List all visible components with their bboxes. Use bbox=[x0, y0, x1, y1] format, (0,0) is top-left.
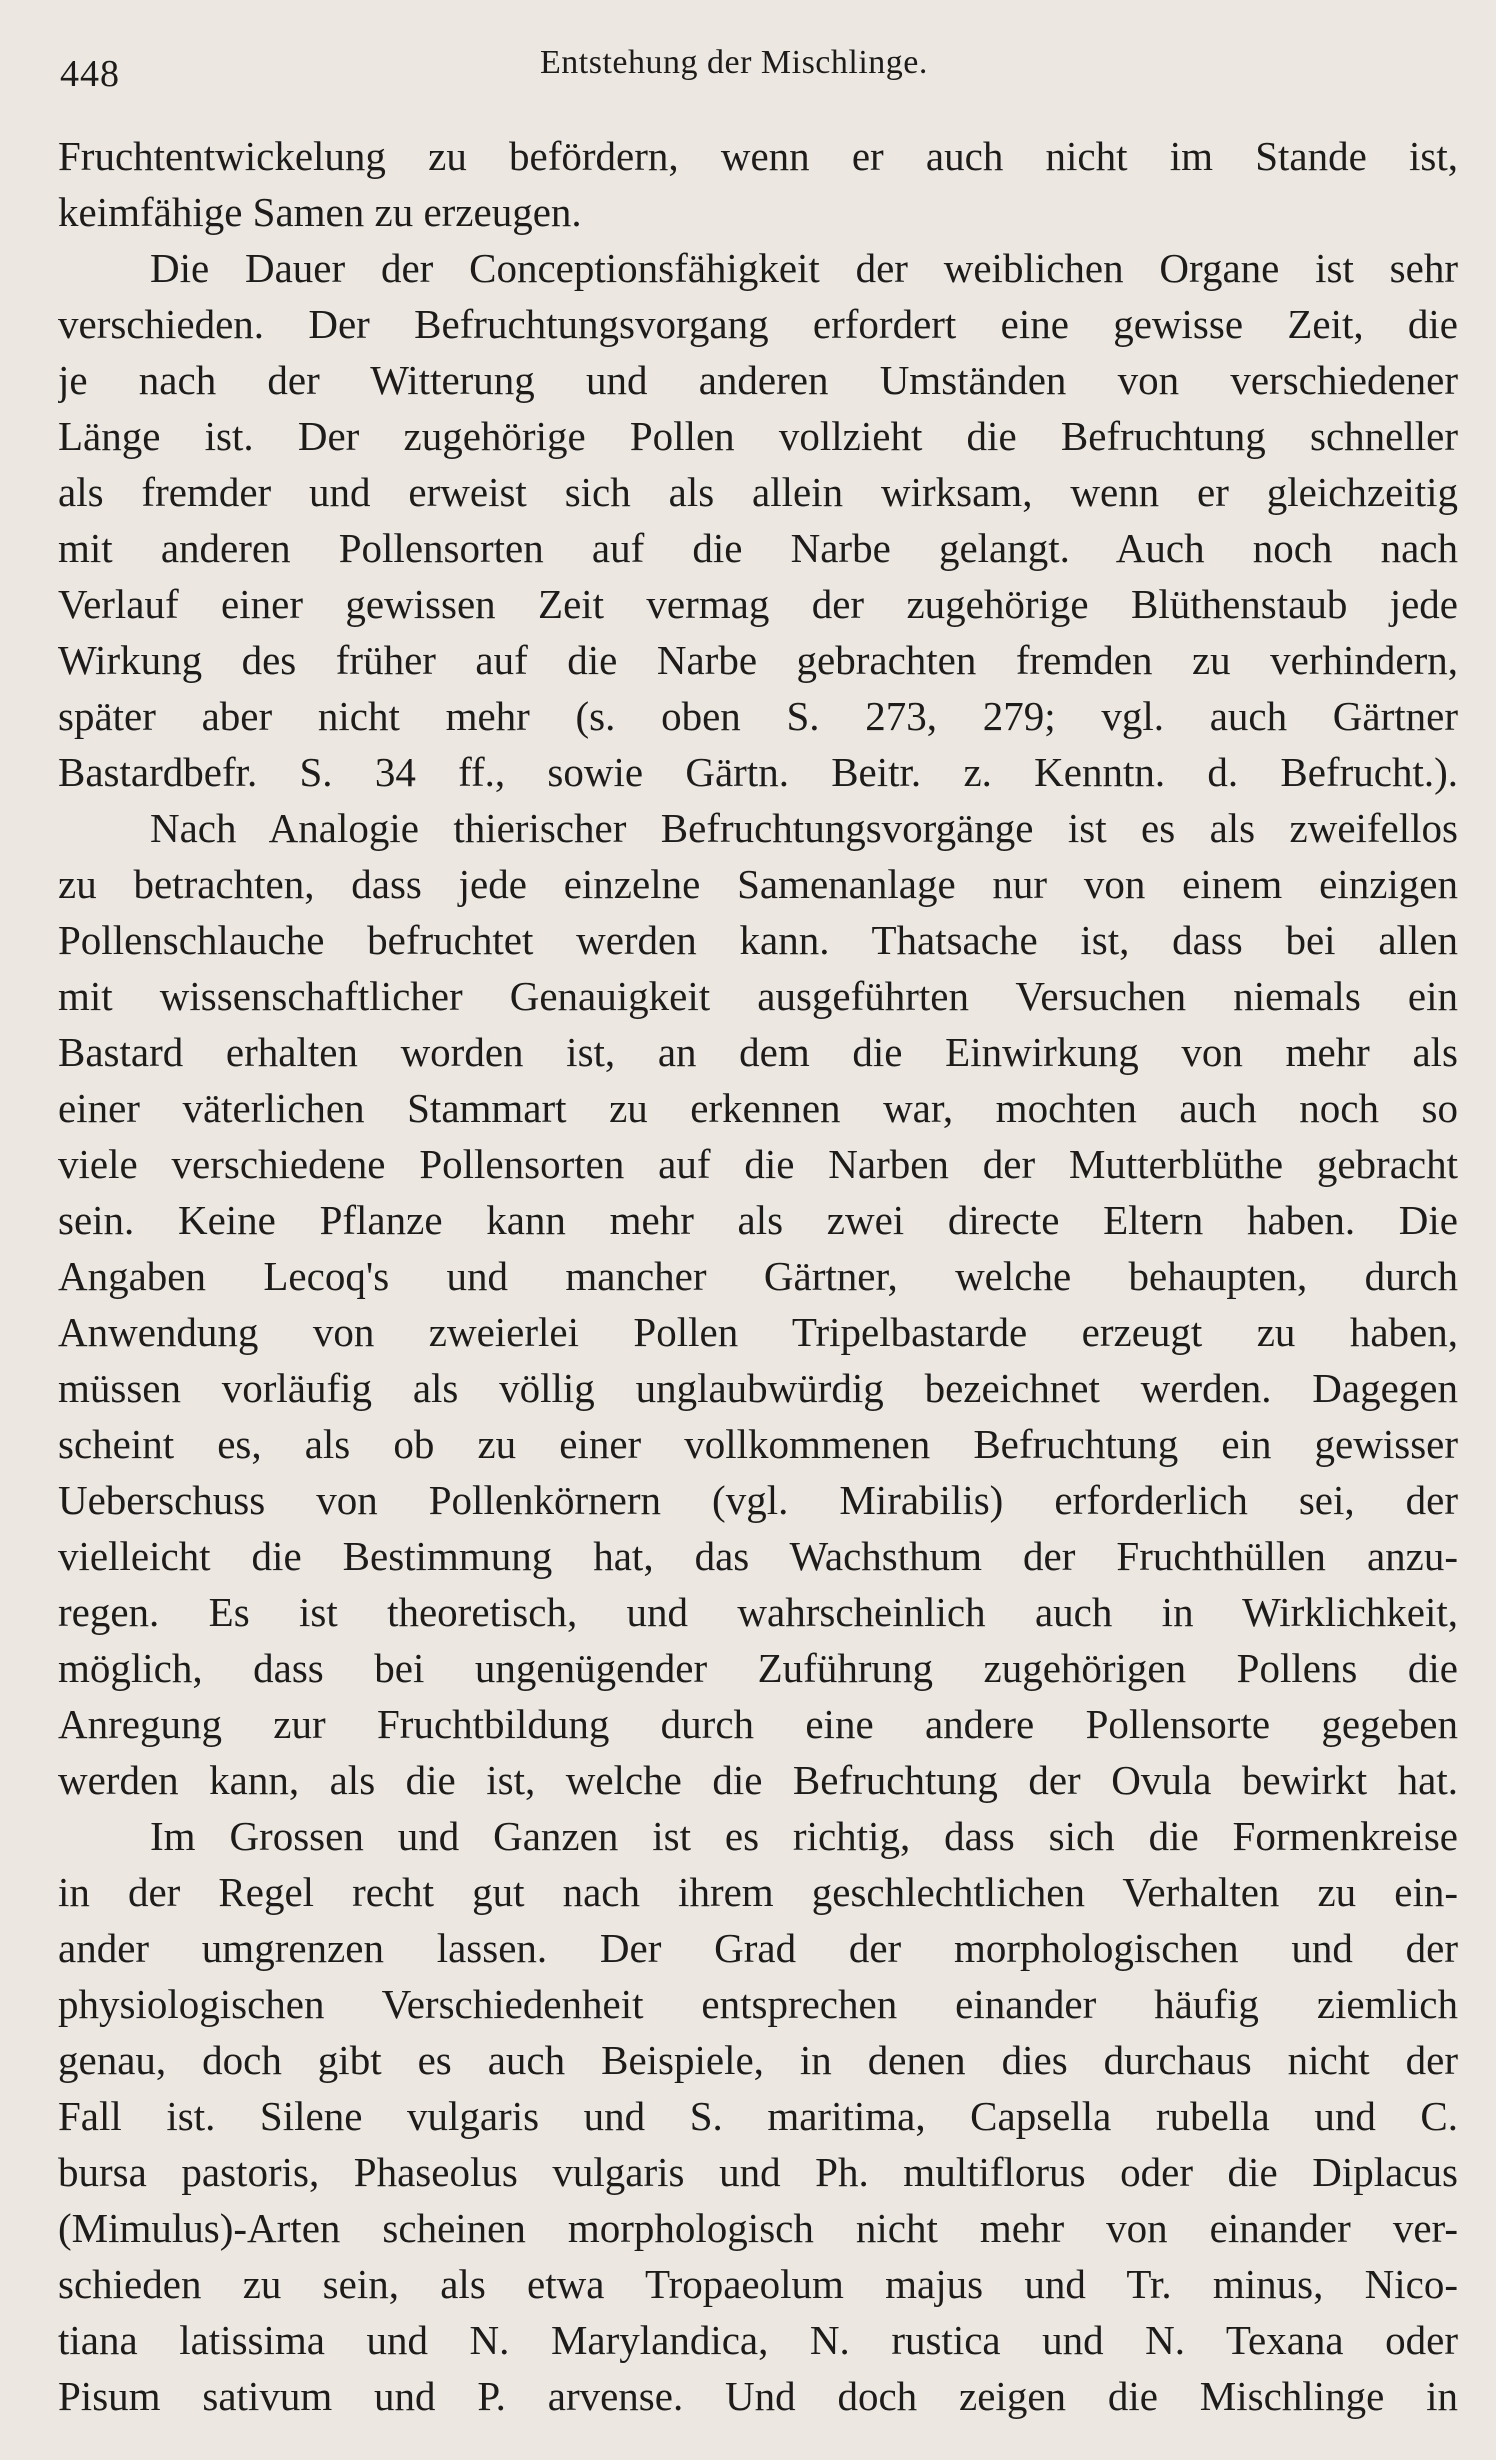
text-line: mit anderen Pollensorten auf die Narbe gelangt. Auch noch nach bbox=[58, 525, 1458, 571]
text-line: müssen vorläufig als völlig unglaubwürdig bezeichnet werden. Dagegen bbox=[58, 1365, 1458, 1411]
paragraph bbox=[58, 800, 1458, 1808]
text-line: Im Grossen und Ganzen ist es richtig, dass sich die Formenkreise bbox=[150, 1813, 1458, 1859]
running-title: Entstehung der Mischlinge. bbox=[540, 44, 928, 81]
text-line: werden kann, als die ist, welche die Befruchtung der Ovula bewirkt hat. bbox=[58, 1757, 1458, 1803]
paragraph bbox=[58, 128, 1458, 240]
paragraph bbox=[58, 1808, 1458, 2424]
text-line: Pisum sativum und P. arvense. Und doch zeigen die Mischlinge in bbox=[58, 2373, 1458, 2419]
text-line: tiana latissima und N. Marylandica, N. rustica und N. Texana oder bbox=[58, 2317, 1458, 2363]
text-line: physiologischen Verschiedenheit entsprechen einander häufig ziemlich bbox=[58, 1981, 1458, 2027]
page-header bbox=[60, 40, 1450, 110]
text-line: Wirkung des früher auf die Narbe gebrachten fremden zu verhindern, bbox=[58, 637, 1458, 683]
text-line: schieden zu sein, als etwa Tropaeolum majus und Tr. minus, Nico- bbox=[58, 2261, 1458, 2307]
text-line: als fremder und erweist sich als allein wirksam, wenn er gleichzeitig bbox=[58, 469, 1458, 515]
text-line: Fall ist. Silene vulgaris und S. maritima, Capsella rubella und C. bbox=[58, 2093, 1458, 2139]
text-line: Die Dauer der Conceptionsfähigkeit der weiblichen Organe ist sehr bbox=[150, 245, 1458, 291]
text-line: sein. Keine Pflanze kann mehr als zwei directe Eltern haben. Die bbox=[58, 1197, 1458, 1243]
text-line: scheint es, als ob zu einer vollkommenen Befruchtung ein gewisser bbox=[58, 1421, 1458, 1467]
text-line: viele verschiedene Pollensorten auf die Narben der Mutterblüthe gebracht bbox=[58, 1141, 1458, 1187]
page-number: 448 bbox=[60, 53, 120, 95]
text-line: je nach der Witterung und anderen Umständen von verschiedener bbox=[58, 357, 1458, 403]
text-line: genau, doch gibt es auch Beispiele, in denen dies durchaus nicht der bbox=[58, 2037, 1458, 2083]
text-line: Bastard erhalten worden ist, an dem die Einwirkung von mehr als bbox=[58, 1029, 1458, 1075]
text-line: mit wissenschaftlicher Genauigkeit ausgeführten Versuchen niemals ein bbox=[58, 973, 1458, 1019]
text-line: später aber nicht mehr (s. oben S. 273, 279; vgl. auch Gärtner bbox=[58, 693, 1458, 739]
text-line: (Mimulus)-Arten scheinen morphologisch nicht mehr von einander ver- bbox=[58, 2205, 1458, 2251]
text-line: Länge ist. Der zugehörige Pollen vollzieht die Befruchtung schneller bbox=[58, 413, 1458, 459]
text-line: keimfähige Samen zu erzeugen. bbox=[58, 189, 582, 235]
text-line: Pollenschlauche befruchtet werden kann. Thatsache ist, dass bei allen bbox=[58, 917, 1458, 963]
text-line: vielleicht die Bestimmung hat, das Wachsthum der Fruchthüllen anzu- bbox=[58, 1533, 1458, 1579]
text-line: verschieden. Der Befruchtungsvorgang erfordert eine gewisse Zeit, die bbox=[58, 301, 1458, 347]
text-line: möglich, dass bei ungenügender Zuführung zugehörigen Pollens die bbox=[58, 1645, 1458, 1691]
text-line: Fruchtentwickelung zu befördern, wenn er auch nicht im Stande ist, bbox=[58, 133, 1458, 179]
text-line: Verlauf einer gewissen Zeit vermag der zugehörige Blüthenstaub jede bbox=[58, 581, 1458, 627]
text-line: Ueberschuss von Pollenkörnern (vgl. Mirabilis) erforderlich sei, der bbox=[58, 1477, 1458, 1523]
text-line: zu betrachten, dass jede einzelne Samenanlage nur von einem einzigen bbox=[58, 861, 1458, 907]
text-line: in der Regel recht gut nach ihrem geschlechtlichen Verhalten zu ein- bbox=[58, 1869, 1458, 1915]
text-line: bursa pastoris, Phaseolus vulgaris und Ph. multiflorus oder die Diplacus bbox=[58, 2149, 1458, 2195]
paragraph bbox=[58, 240, 1458, 800]
text-line: Nach Analogie thierischer Befruchtungsvorgänge ist es als zweifellos bbox=[150, 805, 1458, 851]
text-line: Anwendung von zweierlei Pollen Tripelbastarde erzeugt zu haben, bbox=[58, 1309, 1458, 1355]
text-line: ander umgrenzen lassen. Der Grad der morphologischen und der bbox=[58, 1925, 1458, 1971]
text-line: einer väterlichen Stammart zu erkennen war, mochten auch noch so bbox=[58, 1085, 1458, 1131]
text-line: Bastardbefr. S. 34 ff., sowie Gärtn. Beitr. z. Kenntn. d. Befrucht.). bbox=[58, 749, 1458, 795]
text-line: regen. Es ist theoretisch, und wahrscheinlich auch in Wirklichkeit, bbox=[58, 1589, 1458, 1635]
text-line: Angaben Lecoq's und mancher Gärtner, welche behaupten, durch bbox=[58, 1253, 1458, 1299]
body-text bbox=[58, 128, 1458, 2424]
text-line: Anregung zur Fruchtbildung durch eine andere Pollensorte gegeben bbox=[58, 1701, 1458, 1747]
